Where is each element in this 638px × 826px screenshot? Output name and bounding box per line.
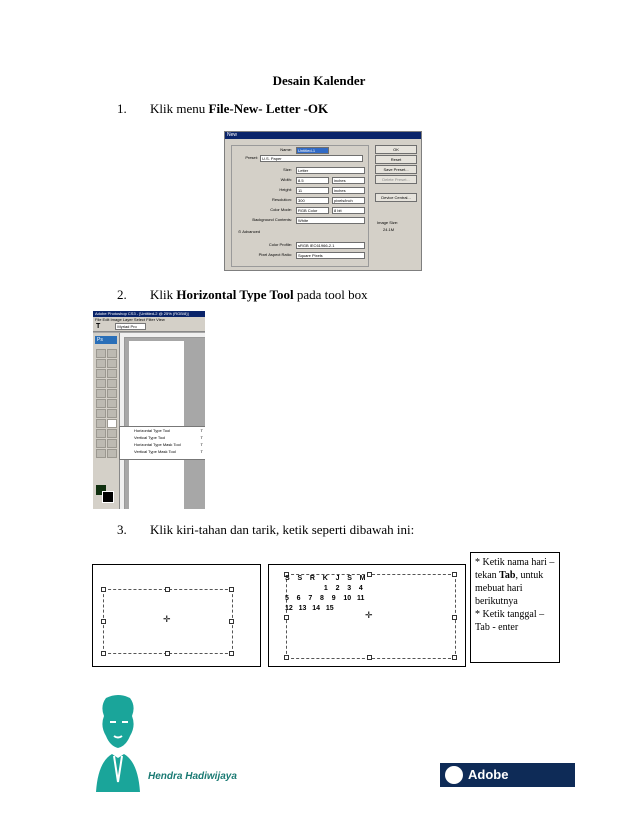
height-unit: inches xyxy=(332,187,365,194)
reset-button: Reset xyxy=(375,155,417,164)
note-line-2: * Ketik tanggal – Tab - enter xyxy=(475,609,545,633)
magic-wand-tool-icon xyxy=(107,359,117,368)
photoshop-logo-icon xyxy=(445,766,463,784)
save-preset-button: Save Preset... xyxy=(375,165,417,174)
step-number: 1. xyxy=(117,101,127,116)
preset-field: U.S. Paper xyxy=(260,155,363,162)
delete-preset-button: Delete Preset... xyxy=(375,175,417,184)
brand-label: Adobe Photoshop xyxy=(468,767,536,806)
slice-tool-icon xyxy=(107,369,117,378)
author-portrait-image xyxy=(92,692,144,792)
dialog-fields xyxy=(231,145,369,267)
calendar-row-1: 1 2 3 4 xyxy=(285,585,363,592)
gradient-tool-icon xyxy=(107,399,117,408)
color-mode-field: RGB Color xyxy=(296,207,329,214)
corner-handle xyxy=(229,651,234,656)
healing-tool-icon xyxy=(96,379,106,388)
step-text: Klik kiri-tahan dan tarik, ketik seperti dibawah ini: xyxy=(150,522,415,537)
corner-handle xyxy=(101,587,106,592)
step-number: 3. xyxy=(117,522,127,537)
background-field: White xyxy=(296,217,365,224)
edge-handle xyxy=(452,615,457,620)
zoom-tool-icon xyxy=(107,449,117,458)
image-size-value: 24.1M xyxy=(383,227,395,232)
ps-menu-bar: File Edit Image Layer Select Filter View xyxy=(93,317,205,323)
text-box-empty-illustration xyxy=(92,564,261,667)
calendar-row-3: 12 13 14 15 xyxy=(285,605,334,612)
step-number: 2. xyxy=(117,287,127,302)
background-label: Background Contents: xyxy=(252,217,292,222)
calendar-row-2: 5 6 7 8 9 10 11 xyxy=(285,595,365,602)
history-brush-tool-icon xyxy=(107,389,117,398)
dialog-title-bar: New xyxy=(225,132,421,139)
edge-handle xyxy=(284,615,289,620)
ps-toolbox xyxy=(93,333,120,509)
width-label: Width: xyxy=(280,177,292,182)
name-field: Untitled-1 xyxy=(296,147,329,154)
pixel-aspect-field: Square Pixels xyxy=(296,252,365,259)
background-color-swatch xyxy=(102,491,114,503)
width-unit: inches xyxy=(332,177,365,184)
ps-options-bar xyxy=(93,323,205,332)
ps-title-bar: Adobe Photoshop CS3 - [Untitled-2 @ 25% (RGB/8)] xyxy=(93,311,205,317)
type-tool-icon: T xyxy=(96,323,101,330)
photoshop-screenshot xyxy=(93,311,205,509)
author-name: Hendra Hadiwijaya xyxy=(148,771,237,782)
path-select-tool-icon xyxy=(96,429,106,438)
device-central-button: Device Central... xyxy=(375,193,417,202)
step-text: Klik Horizontal Type Tool pada tool box xyxy=(150,287,368,302)
new-dialog-screenshot xyxy=(224,131,422,271)
pen-tool-icon xyxy=(96,419,106,428)
corner-handle xyxy=(101,651,106,656)
edge-handle xyxy=(165,651,170,656)
corner-handle xyxy=(229,587,234,592)
height-field: 11 xyxy=(296,187,329,194)
ps-logo: Ps xyxy=(95,336,117,344)
stamp-tool-icon xyxy=(96,389,106,398)
image-size-label: Image Size: xyxy=(377,220,399,225)
note-line-1: * Ketik nama hari – tekan Tab, untuk mebuat hari berikutnya xyxy=(475,557,555,607)
preset-label: Preset: xyxy=(245,155,258,160)
size-label: Size: xyxy=(283,167,292,172)
center-crosshair-icon: ✛ xyxy=(163,615,171,625)
notes-tool-icon xyxy=(96,439,106,448)
name-label: Name: xyxy=(280,147,292,152)
crop-tool-icon xyxy=(96,369,106,378)
corner-handle xyxy=(452,655,457,660)
vertical-ruler xyxy=(120,333,125,509)
corner-handle xyxy=(284,655,289,660)
text-tool-icon xyxy=(107,419,117,428)
pixel-aspect-label: Pixel Aspect Ratio: xyxy=(258,252,292,257)
flyout-item-horizontal-type-mask: Horizontal Type Mask Tool T xyxy=(134,442,203,447)
shape-tool-icon xyxy=(107,429,117,438)
edge-handle xyxy=(367,572,372,577)
lasso-tool-icon xyxy=(96,359,106,368)
color-mode-label: Color Mode: xyxy=(270,207,292,212)
flyout-item-vertical-type-mask: Vertical Type Mask Tool T xyxy=(134,449,203,454)
blur-tool-icon xyxy=(96,409,106,418)
ok-button: OK xyxy=(375,145,417,154)
step-text: Klik menu File-New- Letter -OK xyxy=(150,101,329,116)
height-label: Height: xyxy=(279,187,292,192)
eyedropper-tool-icon xyxy=(107,439,117,448)
instruction-note xyxy=(470,552,560,663)
text-box-calendar-illustration xyxy=(268,564,466,667)
flyout-item-horizontal-type: Horizontal Type Tool T xyxy=(134,428,203,433)
edge-handle xyxy=(101,619,106,624)
center-crosshair-icon: ✛ xyxy=(365,611,373,621)
resolution-unit: pixels/inch xyxy=(332,197,365,204)
dodge-tool-icon xyxy=(107,409,117,418)
document-canvas xyxy=(129,341,184,509)
font-field: Myriad Pro xyxy=(115,323,146,330)
move-tool-icon xyxy=(107,349,117,358)
advanced-toggle: ⊙ Advanced xyxy=(238,229,261,234)
flyout-item-vertical-type: Vertical Type Tool T xyxy=(134,435,203,440)
edge-handle xyxy=(367,655,372,660)
hand-tool-icon xyxy=(96,449,106,458)
edge-handle xyxy=(229,619,234,624)
brush-tool-icon xyxy=(107,379,117,388)
eraser-tool-icon xyxy=(96,399,106,408)
color-depth-field: 8 bit xyxy=(332,207,365,214)
edge-handle xyxy=(165,587,170,592)
document-title: Desain Kalender xyxy=(272,73,366,88)
horizontal-ruler xyxy=(124,333,205,338)
marquee-tool-icon xyxy=(96,349,106,358)
color-profile-field: sRGB IEC61966-2.1 xyxy=(296,242,365,249)
adobe-photoshop-brand-badge xyxy=(440,763,575,806)
type-tool-flyout xyxy=(119,426,205,460)
color-profile-label: Color Profile: xyxy=(268,242,292,247)
corner-handle xyxy=(452,572,457,577)
size-field: Letter xyxy=(296,167,365,174)
calendar-days-row: S S R K J S M xyxy=(285,575,366,582)
width-field: 8.5 xyxy=(296,177,329,184)
resolution-label: Resolution: xyxy=(271,197,292,202)
resolution-field: 300 xyxy=(296,197,329,204)
